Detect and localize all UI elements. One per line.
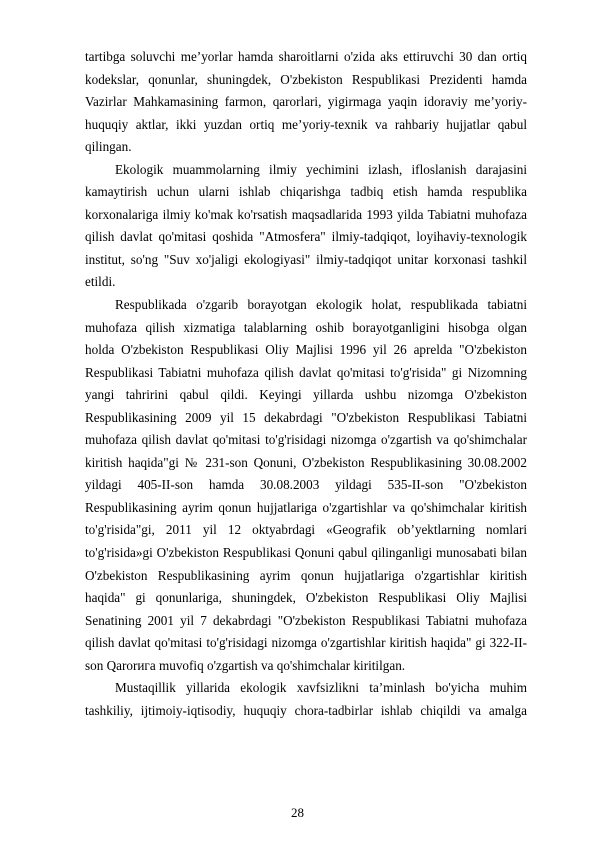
text-line: korxonalariga ilmiy ko'mak ko'rsatish maqsadlarida 1993 yilda Tabiatni muhofaza	[85, 206, 527, 222]
text-line: muhofaza qilish xizmatiga talablarning oshib borayotganligini hisobga olgan	[85, 319, 527, 335]
text-line: holda O'zbekiston Respublikasi Oliy Majlisi 1996 yil 26 aprelda "O'zbekiston	[85, 342, 527, 358]
text-line: tashkiliy, ijtimoiy-iqtisodiy, huquqiy chora-tadbirlar ishlab chiqildi va amalga	[85, 702, 527, 718]
text-line: kamaytirish uchun ularni ishlab chiqarishga tadbiq etish hamda respublika	[85, 184, 527, 200]
text-line: kodekslar, qonunlar, shuningdek, O'zbekiston Respublikasi Prezidenti hamda	[85, 71, 527, 87]
text-line: yildagi 405-II-son hamda 30.08.2003 yildagi 535-II-son "O'zbekiston	[85, 477, 527, 493]
text-line: huquqiy aktlar, ikki yuzdan ortiq me’yoriy-texnik va rahbariy hujjatlar qabul	[85, 116, 527, 132]
paragraph-legal-acts	[85, 46, 527, 159]
page-number: 28	[291, 805, 304, 820]
text-line: Vazirlar Mahkamasining farmon, qarorlari, yigirmaga yaqin idoraviy me’yoriy-	[85, 94, 527, 110]
text-line: etildi.	[85, 274, 116, 290]
text-line: Respublikasining ayrim qonun hujjatlariga o'zgartishlar va qo'shimchalar kiritish	[85, 499, 527, 515]
text-line: yangi tahririni qabul qildi. Keyingi yillarda ushbu nizomga O'zbekiston	[85, 387, 527, 403]
document-body	[85, 46, 527, 722]
text-line: tartibga soluvchi me’yorlar hamda sharoitlarni o'zida aks ettiruvchi 30 dan ortiq	[85, 49, 527, 64]
text-line: muhofaza qilish davlat qo'mitasi to'g'risidagi nizomga o'zgartish va qo'shimchalar	[85, 432, 527, 448]
text-line: kiritish haqida"gi № 231-son Qonuni, O'zbekiston Respublikasining 30.08.2002	[85, 454, 527, 470]
text-line: Senatining 2001 yil 7 dekabrdagi "O'zbekiston Respublikasi Tabiatni muhofaza	[85, 612, 527, 628]
text-line: qilish davlat qo'mitasi to'g'risidagi nizomga o'zgartishlar kiritish haqida" gi 322-II-	[85, 635, 527, 651]
text-line: O'zbekiston Respublikasining ayrim qonun hujjatlariga o'zgartishlar kiritish	[85, 567, 527, 583]
text-line: Mustaqillik yillarida ekologik xavfsizlikni ta’minlash bo'yicha muhim	[115, 680, 527, 696]
text-line: qilish davlat qo'mitasi qoshida "Atmosfera" ilmiy-tadqiqot, loyihaviy-texnologik	[85, 229, 527, 245]
text-line: to'g'risida»gi O'zbekiston Respublikasi Qonuni qabul qilinganligi munosabati bilan	[85, 545, 527, 561]
text-line: son Qarorига muvofiq o'zgartish va qo'shimchalar kiritilgan.	[85, 657, 406, 673]
text-line: institut, so'ng "Suv xo'jaligi ekologiyasi" ilmiy-tadqiqot unitar korxonasi tashkil	[85, 251, 527, 267]
text-line: to'g'risida"gi, 2011 yil 12 oktyabrdagi «Geografik ob’yektlarning nomlari	[85, 522, 527, 538]
paragraph-ecological-research	[85, 159, 527, 294]
paragraph-independence-years	[85, 677, 527, 722]
text-line: Ekologik muammolarning ilmiy yechimini izlash, ifloslanish darajasini	[115, 161, 527, 177]
text-line: Respublikada o'zgarib borayotgan ekologik holat, respublikada tabiatni	[115, 297, 527, 313]
paragraph-nature-protection-committee	[85, 294, 527, 677]
text-line: qilingan.	[85, 139, 132, 155]
text-line: haqida" gi qonunlariga, shuningdek, O'zbekiston Respublikasi Oliy Majlisi	[85, 590, 527, 606]
text-line: Respublikasining 2009 yil 15 dekabrdagi "O'zbekiston Respublikasi Tabiatni	[85, 409, 527, 425]
text-line: Respublikasi Tabiatni muhofaza qilish davlat qo'mitasi to'g'risida" gi Nizomning	[85, 364, 527, 380]
